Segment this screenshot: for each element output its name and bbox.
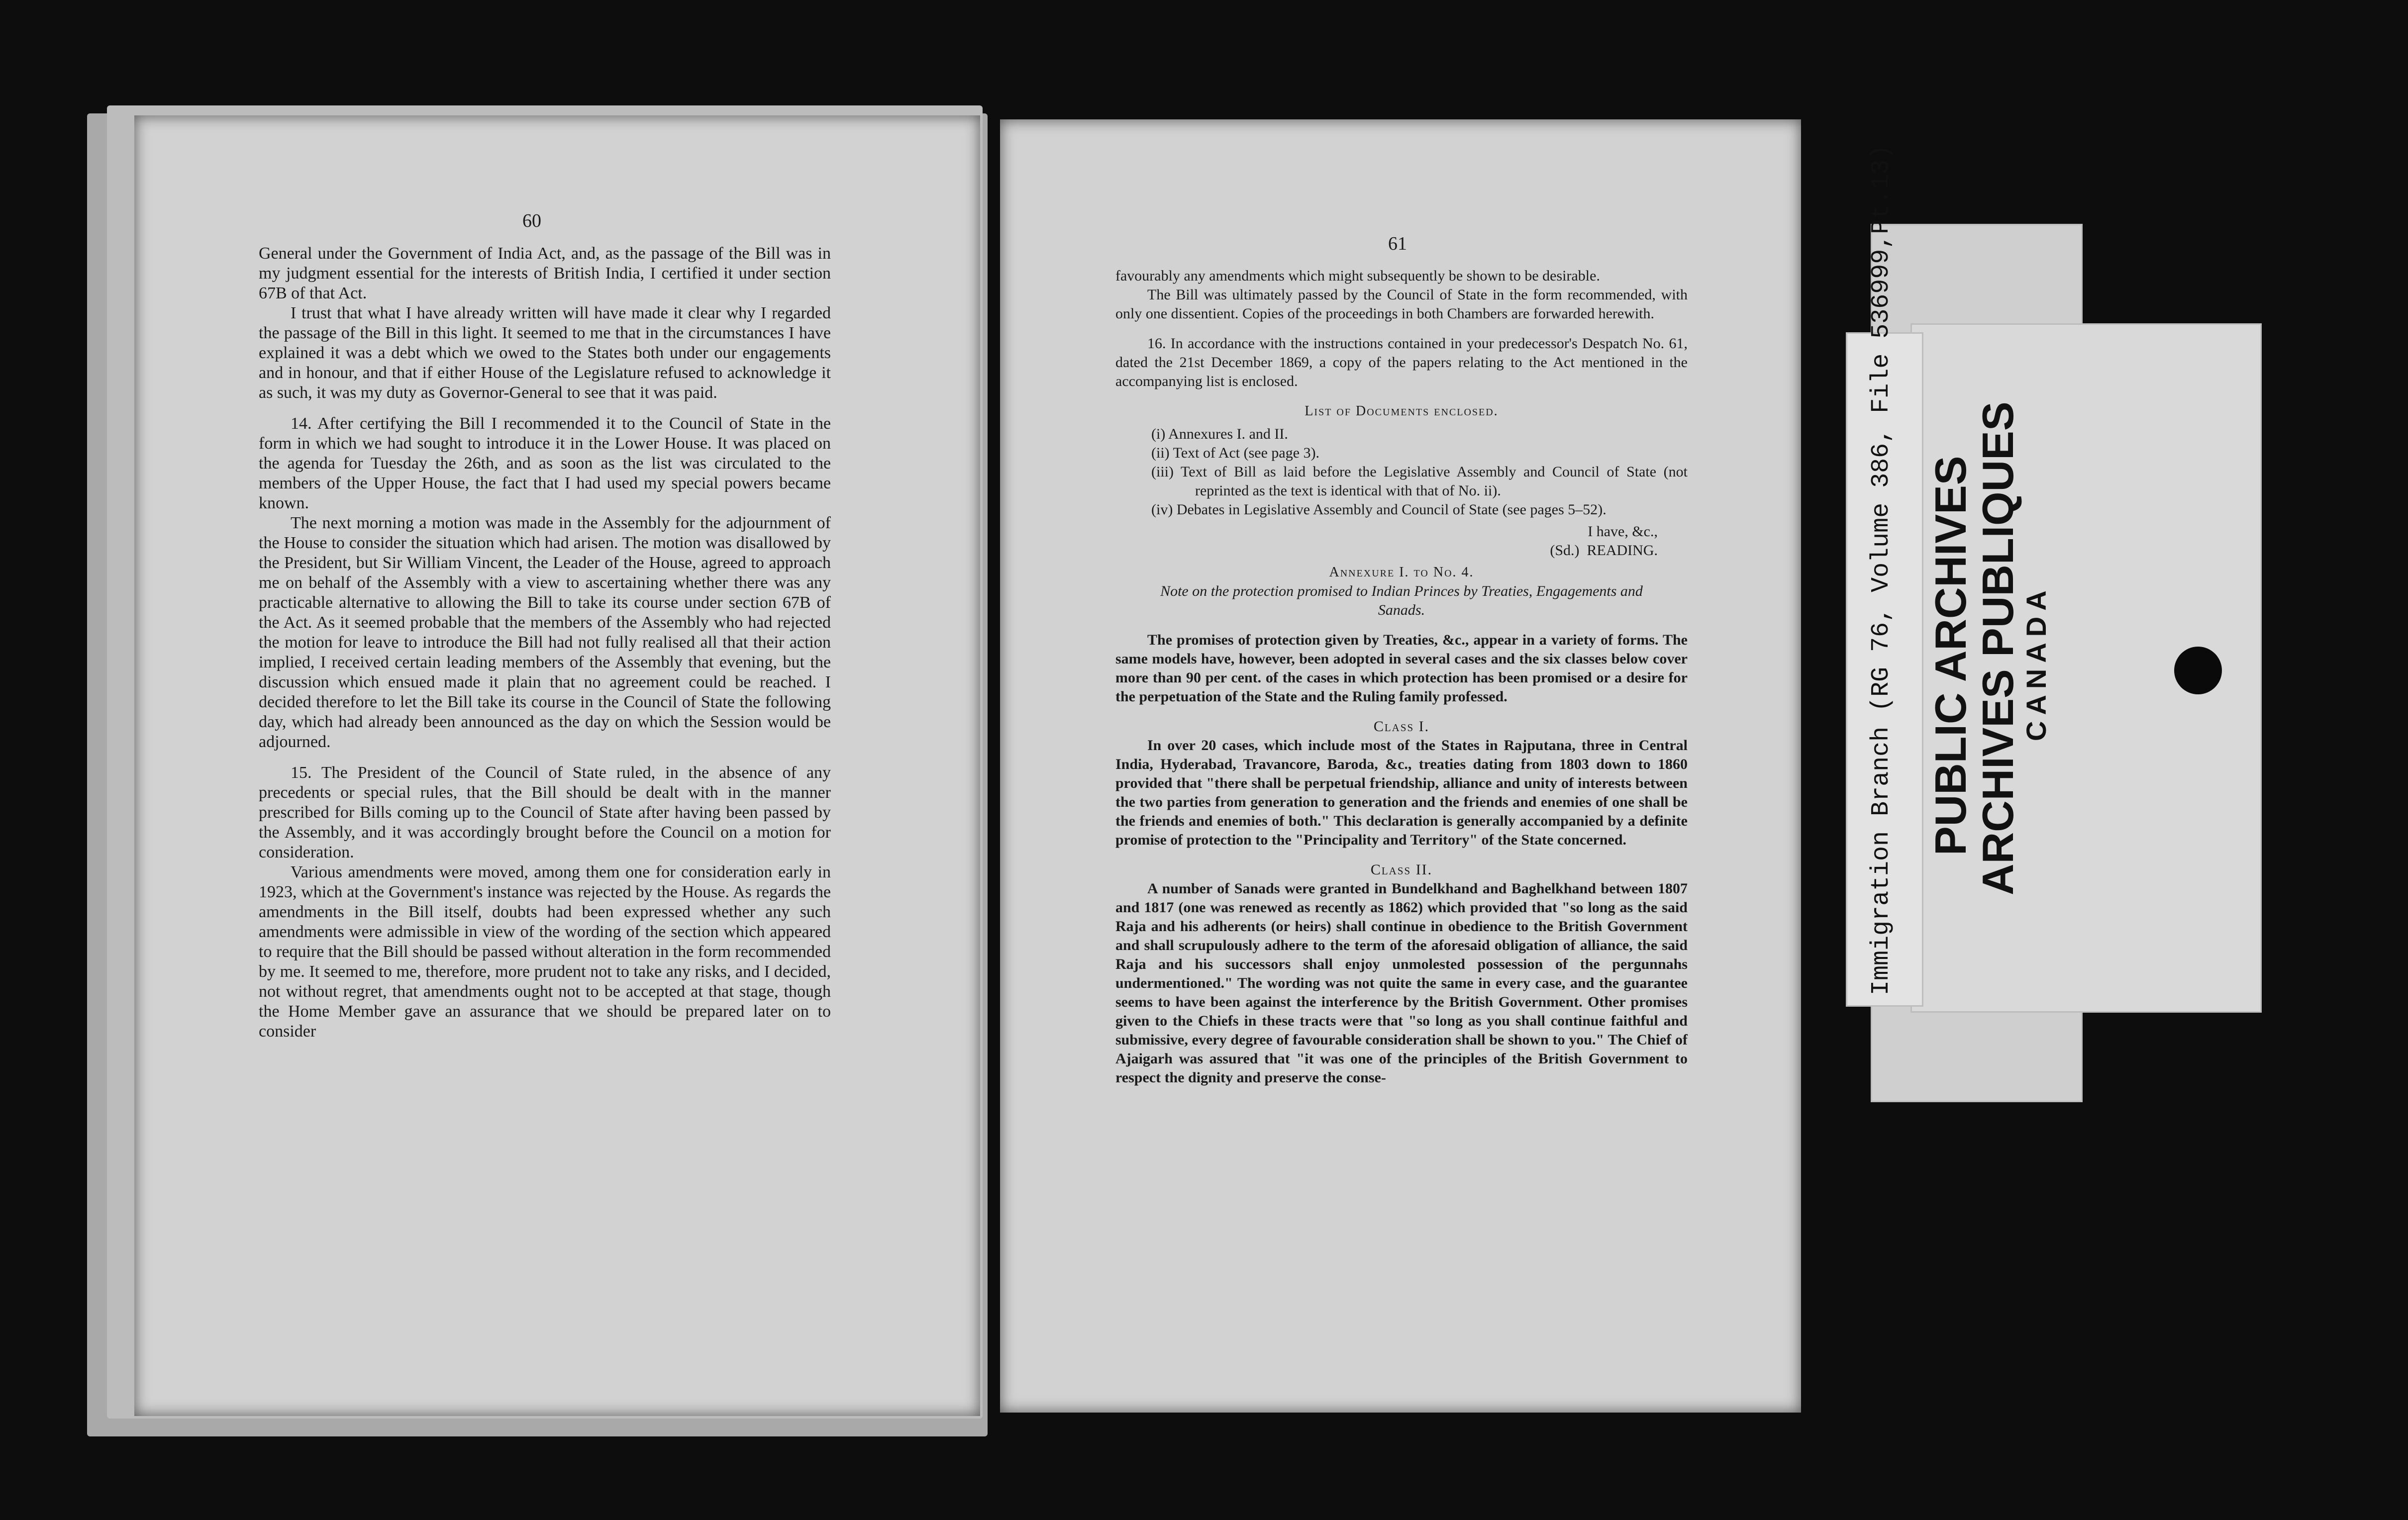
list-item: (i) Annexures I. and II. xyxy=(1151,426,1288,442)
paragraph: The Bill was ultimately passed by the Council of State in the form recommended, with only one dissentient. Copies of the proceedings in both Chambers are forwarded herewith. xyxy=(1115,286,1688,322)
right-page-text xyxy=(1115,267,1688,1087)
archive-line-3: CANADA xyxy=(2020,584,2052,741)
reference-text: Immigration Branch (RG 76, Volume 386, File 536999,Pt.13) xyxy=(1867,144,1896,995)
paragraph: In over 20 cases, which include most of the States in Rajputana, three in Central India, Hyderabad, Travancore, Baroda, &c., treaties dating from 1803 down to 1860 provided that "there shall be perpetual friendship, alliance and unity of interests between the two parties from generation to generation and the friends and enemies of one shall be the friends and enemies of both." This declaration is generally accompanied by a definite promise of protection to the "Principality and Territory" of the State concerned. xyxy=(1115,737,1688,848)
annexure-heading: Annexure I. to No. 4. xyxy=(1329,565,1474,580)
right-page xyxy=(1000,119,1801,1413)
archive-line-1: PUBLIC ARCHIVES xyxy=(1926,456,1975,855)
paragraph: General under the Government of India Act, and, as the passage of the Bill was in my judgment essential for the interests of British India, I certified it under section 67B of that Act. xyxy=(259,244,831,302)
left-page xyxy=(134,115,980,1416)
class-heading: Class II. xyxy=(1370,861,1433,878)
paragraph: 16. In accordance with the instructions contained in your predecessor's Despatch No. 61, dated the 21st December 1869, a copy of the papers relating to the Act mentioned in the accompanying list is enclosed. xyxy=(1115,335,1688,389)
reference-slip xyxy=(1846,144,1923,1007)
paragraph: The promises of protection given by Treaties, &c., appear in a variety of forms. The same models have, however, been adopted in several cases and the six classes below cover more than 90 per cent. of the cases in which protection has been promised or a desire for the perpetuation of the State and the Ruling family professed. xyxy=(1115,632,1688,705)
left-page-text xyxy=(259,244,831,1042)
list-item: (ii) Text of Act (see page 3). xyxy=(1151,445,1320,461)
list-item: (iii) Text of Bill as laid before the Legislative Assembly and Council of State (not reprinted as the text is identical with that of No. ii). xyxy=(1151,464,1688,499)
signature-block xyxy=(1115,522,1688,560)
annexure-subtitle: Note on the protection promised to Indian Princes by Treaties, Engagements and Sanads. xyxy=(1160,583,1643,618)
paragraph: 14. After certifying the Bill I recommended it to the Council of State in the form in which we had sought to introduce it in the Lower House. It was placed on the agenda for Tuesday the 26th, and as soon as the list was circulated to the members of the Upper House, the fact that I had used my special powers became known. xyxy=(259,414,831,512)
list-heading: List of Documents enclosed. xyxy=(1304,403,1499,419)
paragraph: favourably any amendments which might subsequently be shown to be desirable. xyxy=(1115,268,1600,284)
paragraph: 15. The President of the Council of State ruled, in the absence of any precedents or special rules, that the Bill should be dealt with in the manner prescribed for Bills coming up to the Council of State after having been passed by the Assembly, and it was accordingly brought before the Council on a motion for consideration. xyxy=(259,763,831,861)
paragraph: Various amendments were moved, among them one for consideration early in 1923, which at the Government's instance was rejected by the House. As regards the amendments in the Bill itself, doubts had been expressed whether any such amendments were admissible in view of the wording of the section which appeared to require that the Bill should be passed without alteration in the form recommended by me. It seemed to me, therefore, more prudent not to take any risks, and I decided, not without regret, that amendments ought not to be accepted at that stage, though the Home Member gave an assurance that we should be prepared later on to consider xyxy=(259,863,831,1041)
class-heading: Class I. xyxy=(1373,718,1430,735)
paragraph: I trust that what I have already written will have made it clear why I regarded the passage of the Bill in this light. It seemed to me that in the circumstances I have explained it was a debt which we owed to the States both under our engagements and in honour, and that if either House of the Legislature refused to acknowledge it as such, it was my duty as Governor-General to see that it was paid. xyxy=(259,304,831,402)
signature: (Sd.) READING. xyxy=(1550,542,1658,559)
paragraph: A number of Sanads were granted in Bundelkhand and Baghelkhand between 1807 and 1817 (one was renewed as recently as 1862) which provided that "so long as the said Raja and his adherents (or heirs) shall continue in obedience to the British Government and shall scrupulously adhere to the term of the aforesaid obligation of alliance, the said Raja and his successors shall enjoy unmolested possession of the pergunnahs undermentioned." The wording was not quite the same in every case, and the guarantee seems to have been against the interference by the British Government. Other promises given to the Chiefs in these tracts were that "so long as you shall continue faithful and submissive, every degree of favourable consideration shall be shown to you." The Chief of Ajaigarh was assured that "it was one of the principles of the British Government to respect the dignity and preserve the conse- xyxy=(1115,880,1688,1086)
document-list xyxy=(1151,425,1688,519)
paragraph: The next morning a motion was made in the Assembly for the adjournment of the House to consider the situation which had arisen. The motion was disallowed by the President, but Sir William Vincent, the Leader of the House, agreed to approach me on behalf of the Assembly with a view to ascertaining whether there was any practicable alternative to allowing the Bill to take its course under section 67B of the Act. As it seemed probable that the members of the Assembly who had rejected the motion for leave to introduce the Bill had not fully realised all that their action implied, I received certain leading members of the Assembly that evening, but the discussion which ensued made it plain that no agreement could be reached. I decided therefore to let the Bill take its course in the Council of State the following day, which had already been announced as the day on which the Session would be adjourned. xyxy=(259,514,831,751)
closing: I have, &c., xyxy=(1588,523,1658,540)
archive-line-2: ARCHIVES PUBLIQUES xyxy=(1973,401,2022,895)
list-item: (iv) Debates in Legislative Assembly and Council of State (see pages 5–52). xyxy=(1151,501,1606,518)
page-number: 61 xyxy=(1388,233,1407,254)
punch-hole xyxy=(2174,647,2222,694)
page-number: 60 xyxy=(522,210,541,231)
